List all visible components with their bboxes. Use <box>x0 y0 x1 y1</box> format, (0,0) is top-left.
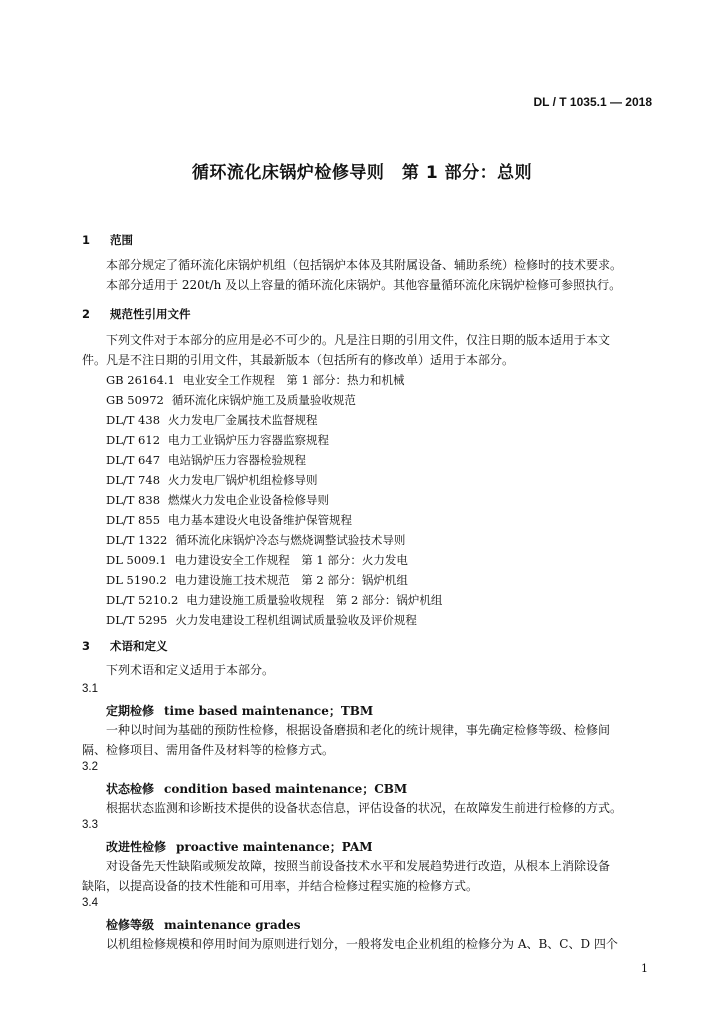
term-heading <box>106 702 373 719</box>
section-number: 2 <box>82 307 91 321</box>
reference-code: DL/T 838 <box>106 493 161 507</box>
reference-code: DL/T 855 <box>106 513 161 527</box>
term-number: 3.3 <box>82 819 98 831</box>
reference-item <box>106 412 318 428</box>
reference-code: DL/T 612 <box>106 433 161 447</box>
section-title: 规范性引用文件 <box>110 307 191 321</box>
section-1-heading <box>82 232 133 248</box>
term-english: maintenance grades <box>164 918 301 932</box>
reference-item <box>106 512 352 528</box>
term-heading <box>106 916 301 933</box>
term-number: 3.1 <box>82 683 98 695</box>
reference-item <box>106 472 318 488</box>
section-title: 术语和定义 <box>110 639 168 653</box>
reference-item <box>106 452 306 468</box>
reference-code: DL/T 647 <box>106 453 161 467</box>
term-english: proactive maintenance；PAM <box>176 840 373 854</box>
reference-title: 循环流化床锅炉冷态与燃烧调整试验技术导则 <box>175 533 406 547</box>
reference-code: DL 5009.1 <box>106 553 167 567</box>
body-line: 缺陷，以提高设备的技术性能和可用率，并结合检修过程实施的检修方式。 <box>82 879 479 893</box>
term-number: 3.2 <box>82 761 98 773</box>
reference-code: DL/T 438 <box>106 413 161 427</box>
term-english: time based maintenance；TBM <box>164 704 374 718</box>
body-line: 以机组检修规模和停用时间为原则进行划分，一般将发电企业机组的检修分为 A、B、C、D 四个 <box>106 937 618 951</box>
term-chinese: 状态检修 <box>106 782 155 796</box>
reference-code: GB 26164.1 <box>106 373 175 387</box>
reference-item <box>106 612 417 628</box>
reference-item <box>106 392 356 408</box>
term-chinese: 定期检修 <box>106 704 155 718</box>
reference-title: 电力工业锅炉压力容器监察规程 <box>168 433 330 447</box>
body-line: 下列文件对于本部分的应用是必不可少的。凡是注日期的引用文件，仅注日期的版本适用于本文 <box>106 333 611 347</box>
reference-title: 电业安全工作规程 第 1 部分：热力和机械 <box>182 373 405 387</box>
body-line: 隔、检修项目、需用备件及材料等的检修方式。 <box>82 743 335 757</box>
reference-item <box>106 432 329 448</box>
reference-code: DL/T 5295 <box>106 613 168 627</box>
section-2-heading <box>82 306 191 322</box>
reference-code: DL/T 1322 <box>106 533 168 547</box>
body-line: 件。凡是不注日期的引用文件，其最新版本（包括所有的修改单）适用于本部分。 <box>82 353 515 367</box>
reference-item <box>106 572 408 588</box>
reference-item <box>106 552 408 568</box>
reference-title: 燃煤火力发电企业设备检修导则 <box>168 493 330 507</box>
reference-title: 电力基本建设火电设备维护保管规程 <box>168 513 353 527</box>
reference-code: DL 5190.2 <box>106 573 167 587</box>
body-line: 本部分适用于 220t/h 及以上容量的循环流化床锅炉。其他容量循环流化床锅炉检修可参照执行。 <box>106 278 622 292</box>
reference-title: 火力发电厂锅炉机组检修导则 <box>168 473 318 487</box>
term-english: condition based maintenance；CBM <box>164 782 408 796</box>
reference-title: 火力发电厂金属技术监督规程 <box>168 413 318 427</box>
body-line: 对设备先天性缺陷或频发故障，按照当前设备技术水平和发展趋势进行改造，从根本上消除设备 <box>106 859 611 873</box>
reference-title: 电力建设施工质量验收规程 第 2 部分：锅炉机组 <box>186 593 443 607</box>
term-chinese: 检修等级 <box>106 918 155 932</box>
term-chinese: 改进性检修 <box>106 840 167 854</box>
reference-title: 电力建设安全工作规程 第 1 部分：火力发电 <box>174 553 408 567</box>
body-line: 一种以时间为基础的预防性检修，根据设备磨损和老化的统计规律，事先确定检修等级、检修间 <box>106 723 611 737</box>
term-heading <box>106 838 373 855</box>
section-number: 1 <box>82 233 91 247</box>
reference-title: 循环流化床锅炉施工及质量验收规范 <box>171 393 356 407</box>
reference-item <box>106 532 405 548</box>
reference-title: 电力建设施工技术规范 第 2 部分：锅炉机组 <box>174 573 408 587</box>
reference-title: 火力发电建设工程机组调试质量验收及评价规程 <box>175 613 417 627</box>
body-line: 本部分规定了循环流化床锅炉机组（包括锅炉本体及其附属设备、辅助系统）检修时的技术要求。 <box>106 258 623 272</box>
reference-item <box>106 372 405 388</box>
section-number: 3 <box>82 639 91 653</box>
term-heading <box>106 780 407 797</box>
body-line: 下列术语和定义适用于本部分。 <box>106 663 275 677</box>
reference-title: 电站锅炉压力容器检验规程 <box>168 453 307 467</box>
body-line: 根据状态监测和诊断技术提供的设备状态信息，评估设备的状况，在故障发生前进行检修的方式。 <box>106 801 623 815</box>
reference-code: GB 50972 <box>106 393 164 407</box>
section-title: 范围 <box>110 233 133 247</box>
page-number: 1 <box>641 962 648 975</box>
reference-item <box>106 592 442 608</box>
reference-code: DL/T 5210.2 <box>106 593 179 607</box>
reference-item <box>106 492 329 508</box>
standard-code: DL / T 1035.1 — 2018 <box>533 95 652 109</box>
term-number: 3.4 <box>82 897 98 909</box>
reference-code: DL/T 748 <box>106 473 161 487</box>
document-title: 循环流化床锅炉检修导则 第 1 部分：总则 <box>191 163 533 183</box>
section-3-heading <box>82 638 168 654</box>
